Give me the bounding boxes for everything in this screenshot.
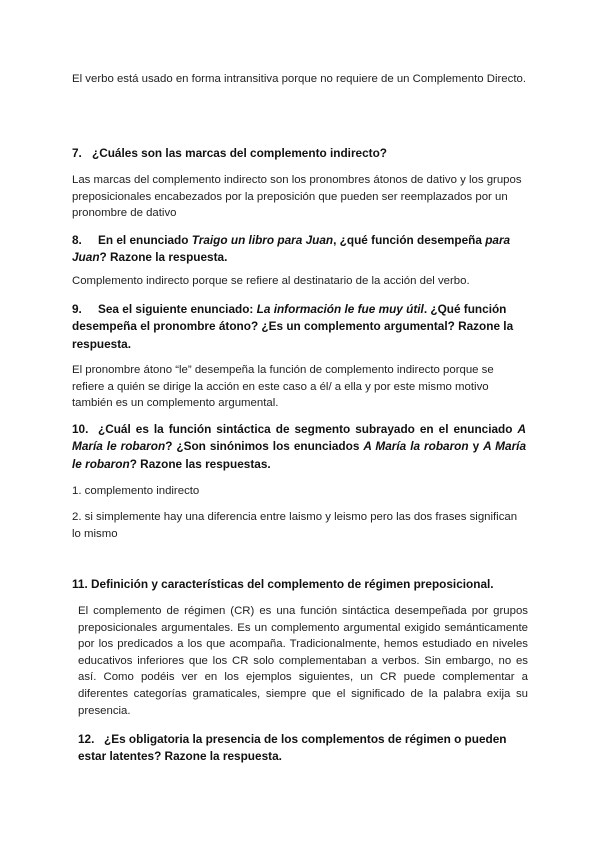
question-10-conj: y <box>468 439 484 454</box>
question-9-example: La información le fue muy útil <box>256 302 424 316</box>
question-8 <box>72 232 526 267</box>
answer-9-paragraph: El pronombre átono “le” desempeña la función de complemento indirecto porque se refiere a quién se dirige la acción en este caso a él/ a ella y por este mismo motivo también es un complemento argumental. <box>72 364 494 410</box>
answer-10-item-2: 2. si simplemente hay una diferencia entre laismo y leismo pero las dos frases significan lo mismo <box>72 511 518 540</box>
question-8-target: para Juan <box>72 233 511 265</box>
question-9-tail: . ¿Qué función desempeña el pronombre átono? ¿Es un complemento argumental? Razone la respuesta. <box>72 302 514 351</box>
question-8-middle: , ¿qué función desempeña <box>333 233 486 247</box>
answer-8-paragraph: Complemento indirecto porque se refiere al destinatario de la acción del verbo. <box>72 275 470 287</box>
question-10-example-1: A María le robaron <box>72 422 526 454</box>
question-12-text: ¿Es obligatoria la presencia de los complementos de régimen o pueden estar latentes? Razone la respuesta. <box>78 732 507 764</box>
question-10-number: 10. <box>72 422 89 436</box>
question-10-lead: ¿Cuál es la función sintáctica de segmento subrayado en el enunciado <box>98 422 518 436</box>
question-9-number: 9. <box>72 302 82 316</box>
question-7-text: ¿Cuáles son las marcas del complemento indirecto? <box>92 146 388 160</box>
answer-11-paragraph: El complemento de régimen (CR) es una función sintáctica desempeñada por grupos preposicionales argumentales. Es un complemento argumental exigido semánticamente por los predicados a los que acompaña. Tradicionalmente, hemos estudiado en niveles educativos inferiores que los CR solo complementaban a verbos. Sin embargo, no es así. Como podéis ver en los ejemplos siguientes, un CR puede complementar a diferentes categorías gramaticales, siempre que el significado de la palabra exija su presencia. <box>78 605 528 717</box>
question-8-number: 8. <box>72 233 82 247</box>
question-11: 11. Definición y características del complemento de régimen preposicional. <box>72 577 494 591</box>
question-9 <box>72 301 526 353</box>
question-7 <box>72 145 526 162</box>
question-8-tail: ? Razone la respuesta. <box>99 250 228 265</box>
question-9-lead: Sea el siguiente enunciado: <box>98 302 257 316</box>
question-8-example: Traigo un libro para Juan <box>191 233 334 247</box>
question-10-tail: ? Razone las respuestas. <box>129 456 271 471</box>
question-10 <box>72 421 526 473</box>
question-12 <box>78 731 528 766</box>
question-10-example-2: A María la robaron <box>363 439 469 454</box>
question-10-middle: ? ¿Son sinónimos los enunciados <box>165 439 364 454</box>
answer-6-paragraph: El verbo está usado en forma intransitiva porque no requiere de un Complemento Directo. <box>72 73 526 85</box>
answer-10-item-1: 1. complemento indirecto <box>72 485 200 497</box>
question-7-number: 7. <box>72 146 82 160</box>
question-10-example-3: A María le robaron <box>72 439 527 471</box>
answer-7-paragraph: Las marcas del complemento indirecto son los pronombres átonos de dativo y los grupos preposicionales encabezados por la preposición que pueden ser reemplazados por un pronombre de dativo <box>72 174 522 220</box>
question-8-lead: En el enunciado <box>98 233 192 247</box>
question-12-number: 12. <box>78 732 95 746</box>
